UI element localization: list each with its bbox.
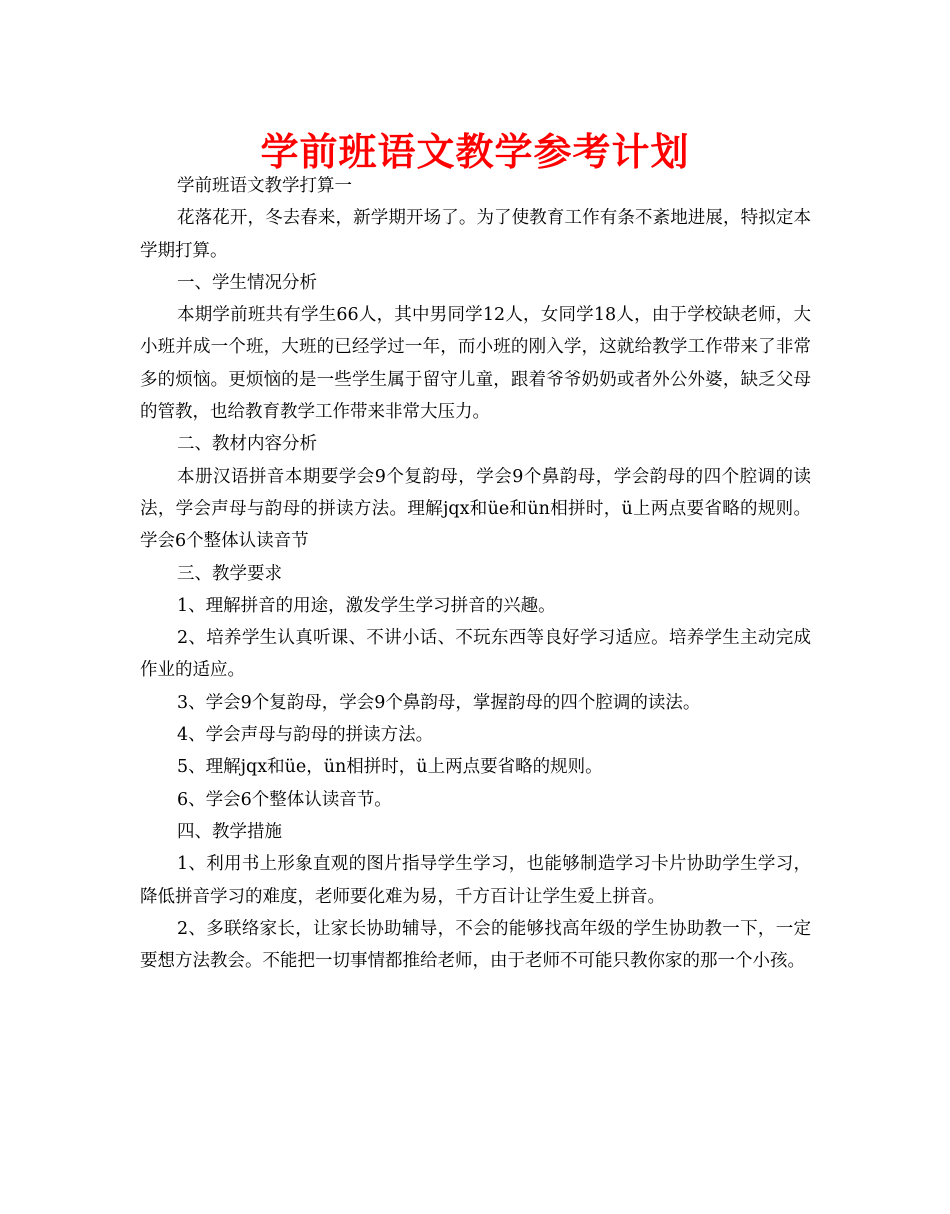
- document-body: [140, 170, 811, 977]
- list-item-3: 3、学会9个复韵母，学会9个鼻韵母，掌握韵母的四个腔调的读法。: [177, 692, 701, 713]
- list-item-4: 4、学会声母与韵母的拼读方法。: [177, 725, 434, 746]
- section-heading-1: 一、学生情况分析: [177, 272, 317, 293]
- paragraph-4: 本期学前班共有学生66人，其中男同学12人，女同学18人，由于学校缺老师，大小班并成一个班，大班的已经学过一年，而小班的刚入学，这就给教学工作带来了非常多的烦恼。更烦恼的是一些学生属于留守儿童，跟着爷爷奶奶或者外公外婆，缺乏父母的管教，也给教育教学工作带来非常大压力。: [140, 305, 811, 423]
- measure-item-1: 1、利用书上形象直观的图片指导学生学习，也能够制造学习卡片协助学生学习，降低拼音学习的难度，老师要化难为易，千方百计让学生爱上拼音。: [140, 854, 811, 907]
- document-title: 学前班语文教学参考计划: [260, 130, 690, 174]
- list-item-6: 6、学会6个整体认读音节。: [177, 789, 392, 810]
- list-item-1: 1、理解拼音的用途，激发学生学习拼音的兴趣。: [177, 595, 556, 616]
- paragraph-1: 学前班语文教学打算一: [177, 176, 352, 196]
- paragraph-6: 本册汉语拼音本期要学会9个复韵母，学会9个鼻韵母，学会韵母的四个腔调的读法，学会声母与韵母的拼读方法。理解jqx和üe和ün相拼时，ü上两点要省略的规则。学会6个整体认读音节: [140, 466, 811, 552]
- section-heading-2: 二、教材内容分析: [177, 434, 317, 455]
- list-item-2: 2、培养学生认真听课、不讲小话、不玩东西等良好学习适应。培养学生主动完成作业的适应。: [140, 628, 811, 681]
- paragraph-2: 花落花开，冬去春来，新学期开场了。为了使教育工作有条不紊地进展，特拟定本学期打算。: [140, 208, 811, 261]
- measure-item-2: 2、多联络家长，让家长协助辅导，不会的能够找高年级的学生协助教一下，一定要想方法教会。不能把一切事情都推给老师，由于老师不可能只教你家的那一个小孩。: [140, 918, 811, 972]
- section-heading-3: 三、教学要求: [177, 563, 282, 584]
- section-heading-4: 四、教学措施: [177, 821, 282, 842]
- list-item-5: 5、理解jqx和üe，ün相拼时，ü上两点要省略的规则。: [177, 757, 603, 778]
